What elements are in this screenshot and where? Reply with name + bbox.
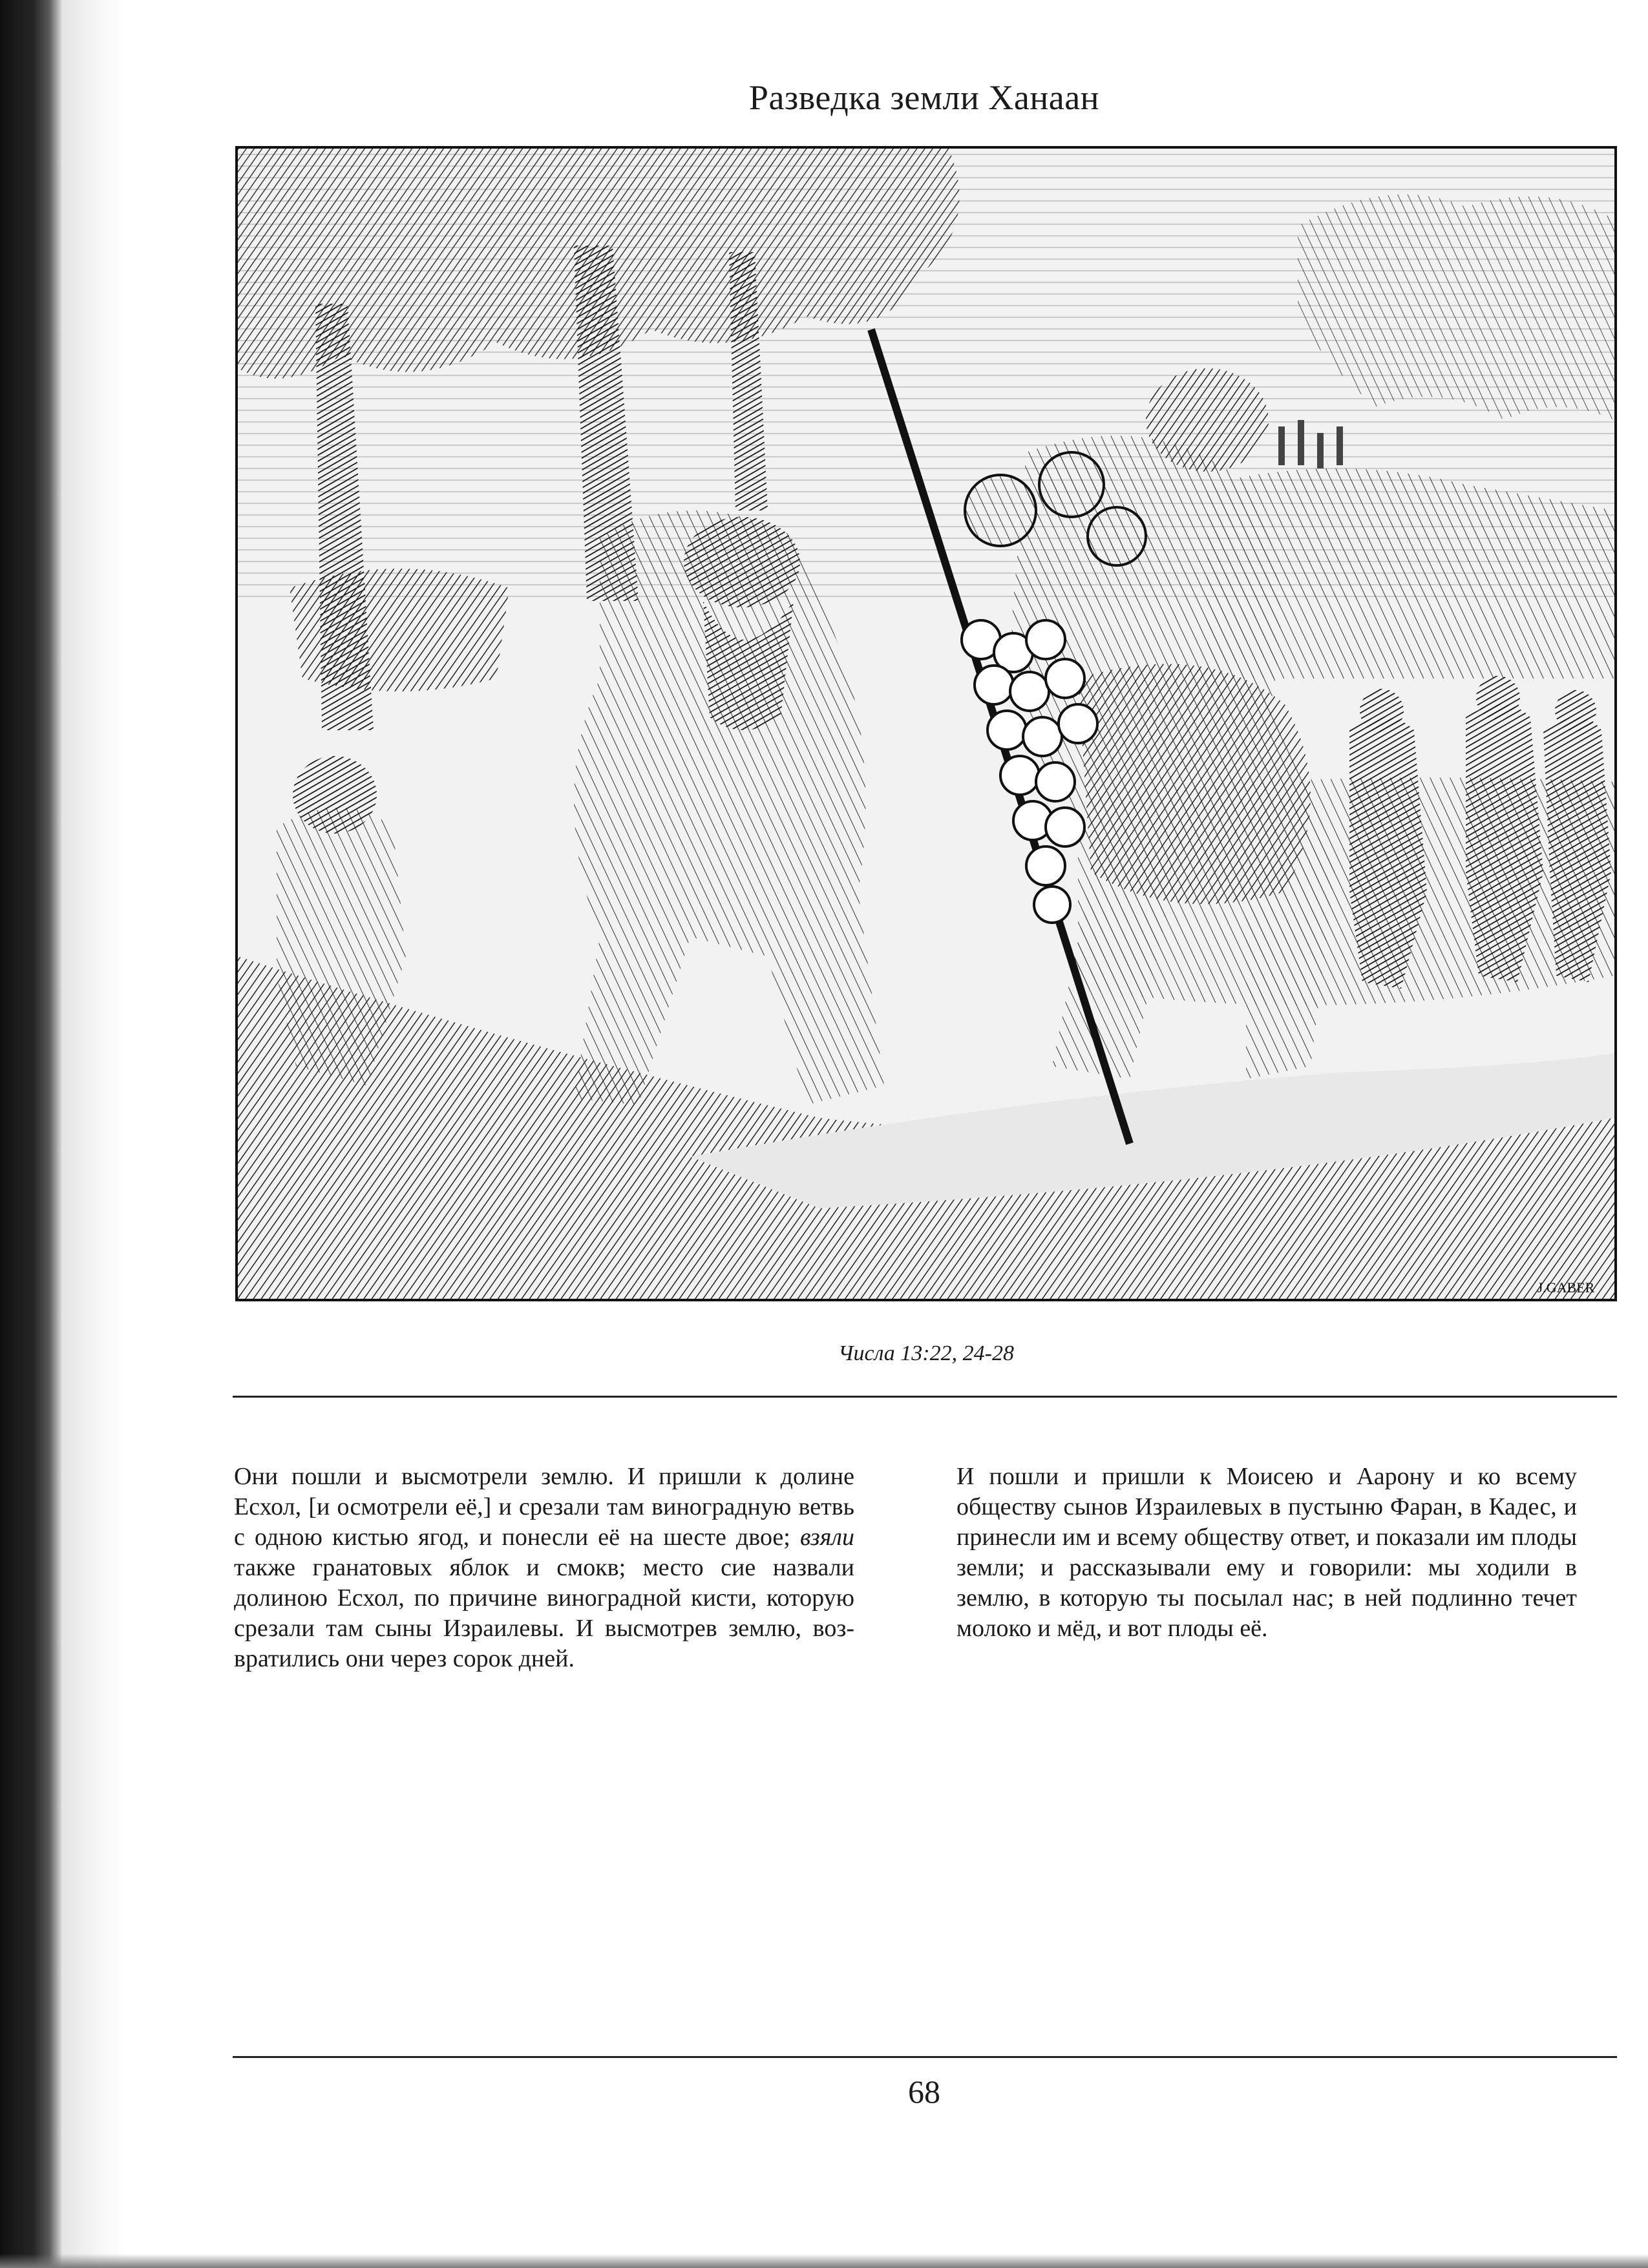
divider-top (233, 1396, 1617, 1398)
divider-bottom (233, 2056, 1617, 2058)
engraver-signature-mark (1524, 1278, 1608, 1296)
scan-bottom-edge (0, 2254, 1648, 2268)
gutter-shadow (61, 0, 123, 2268)
text-column-right (956, 1462, 1577, 1644)
biblical-engraving-icon (238, 149, 1614, 1299)
book-gutter (0, 0, 61, 2268)
engraver-signature: J.GABER (1537, 1279, 1595, 1296)
text-column-left (234, 1462, 854, 1674)
page-title: Разведка земли Ханаан (748, 78, 1100, 117)
left-text-part-1: Они пошли и высмотрели землю. И пришли к долине Есхол, [и осмотрели её,] и срезали там виноградную ветвь с одною кистью ягод, и понесли её на шесте двое; (234, 1463, 854, 1551)
left-text-italic: взяли (799, 1524, 854, 1551)
scripture-reference: Числа 13:22, 24-28 (838, 1341, 1014, 1365)
right-paragraph: И пошли и пришли к Моисею и Аарону и ко всему обществу сынов Израилевых в пустыню Фаран, в Кадес, и принесли им и всему обществу ответ, и показали им плоды земли; и рассказывали ему и говорили: мы ходили в землю, в которую ты посылал нас; в ней подлинно течет молоко и мёд, и вот плоды её. (956, 1463, 1577, 1642)
left-text-part-2: также гранатовых яблок и смокв; место сие назвали долиною Есхол, по причине виноградной кисти, которую срезали там сыны Израилевы. И высмотрев землю, возвратились они через сорок дней. (234, 1554, 854, 1672)
page-number: 68 (908, 2074, 940, 2110)
engraving-illustration (235, 146, 1617, 1301)
left-paragraph (234, 1462, 854, 1674)
